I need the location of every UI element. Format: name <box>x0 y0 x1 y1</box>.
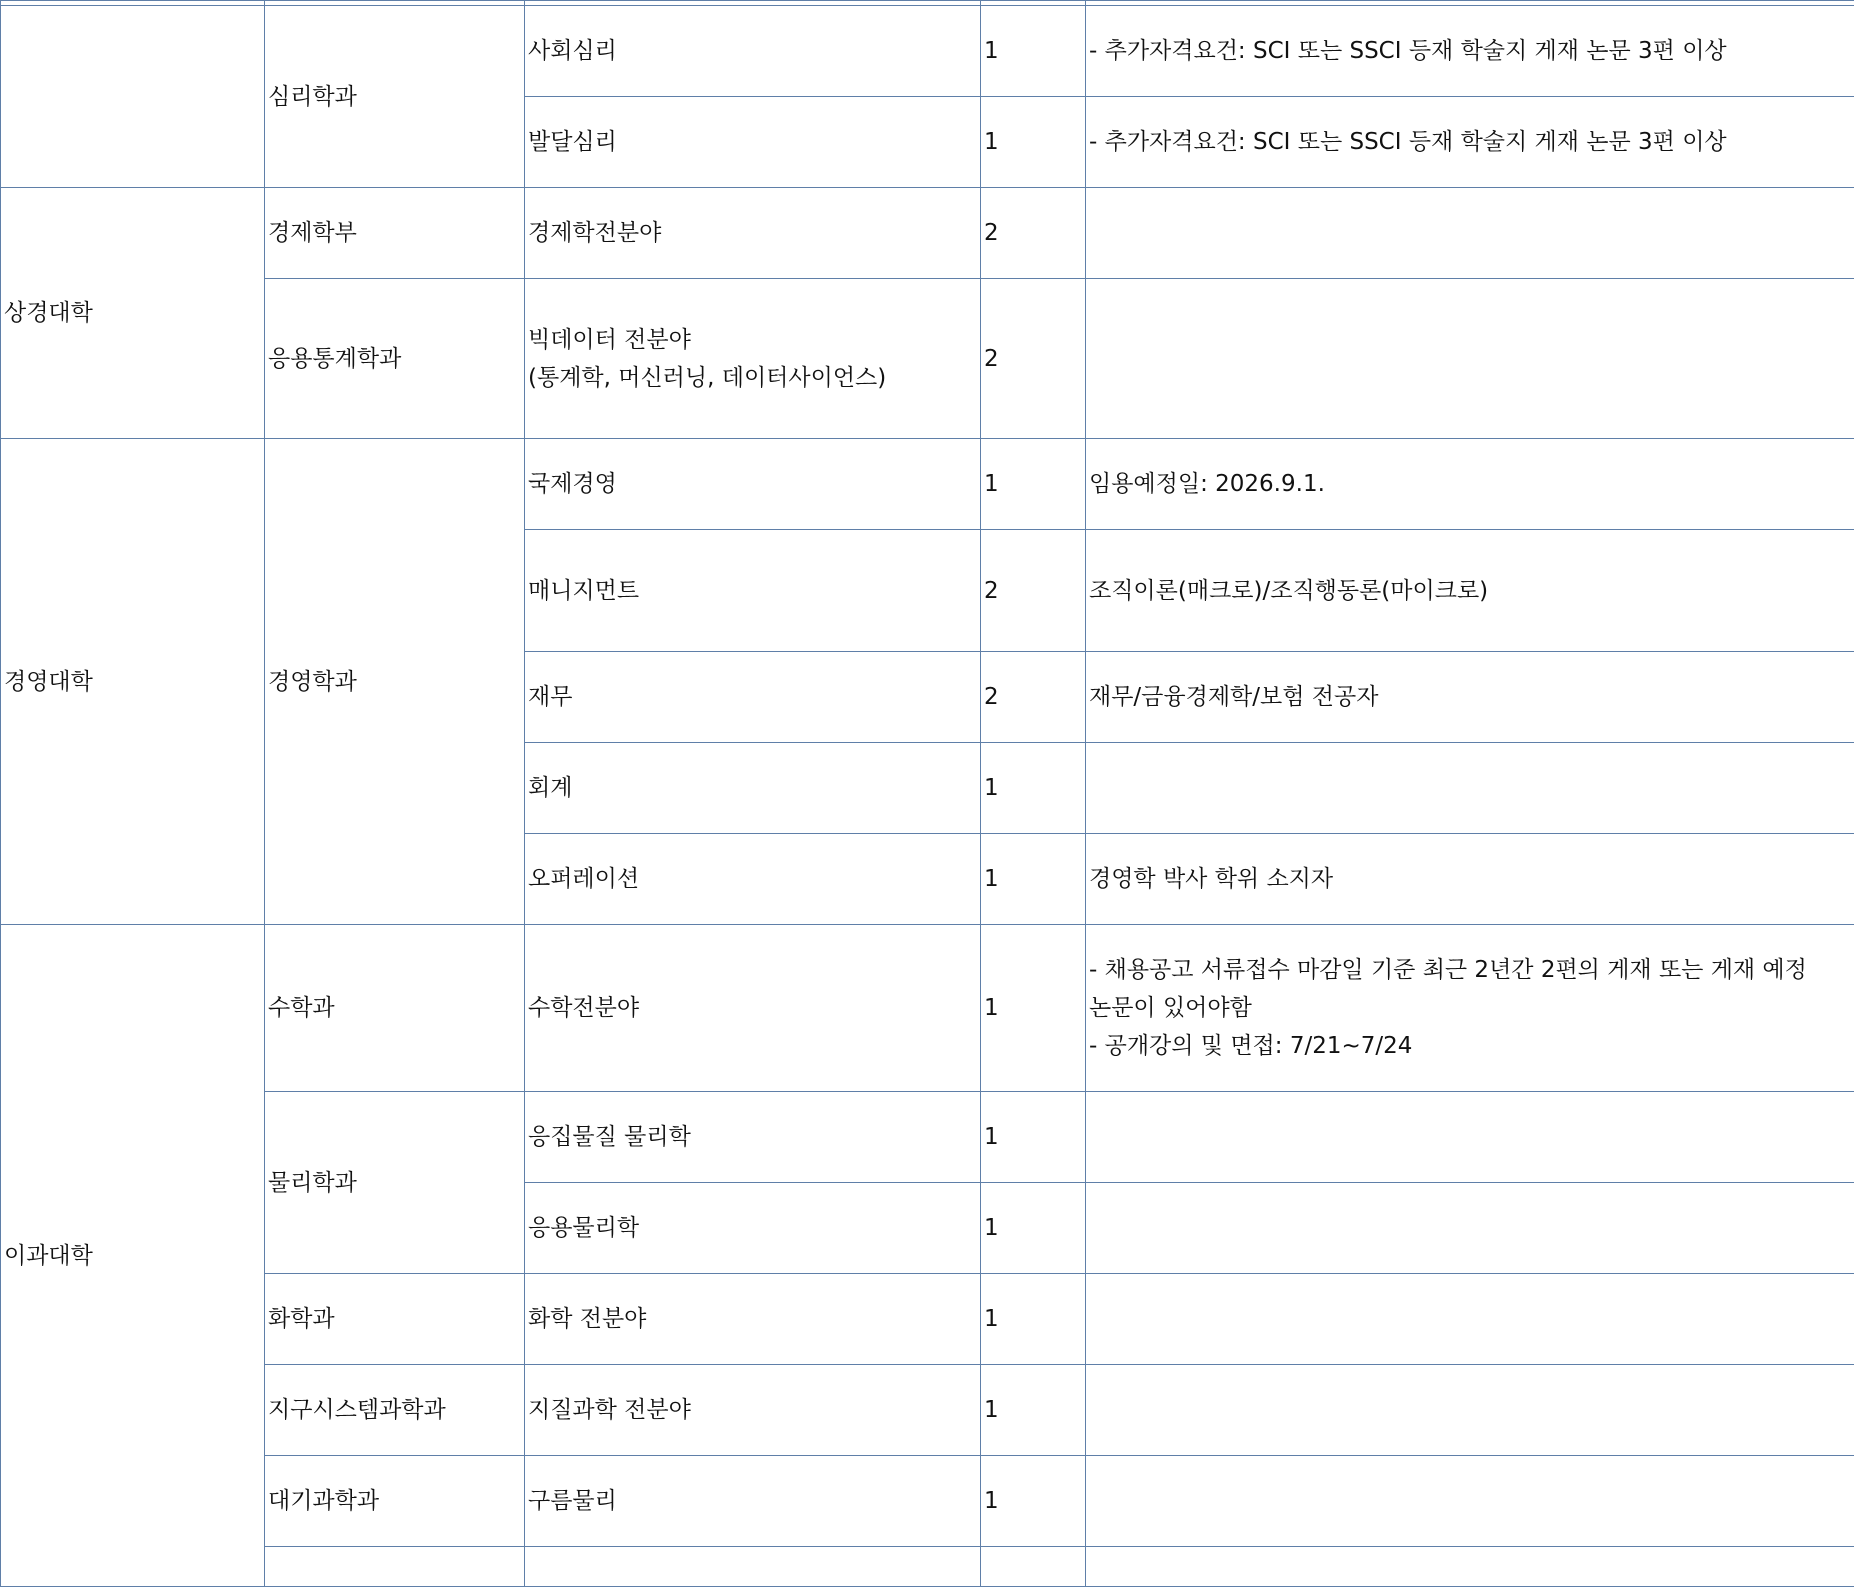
table-row <box>1 1547 1854 1587</box>
department-cell: 물리학과 <box>265 1092 525 1274</box>
note-cell <box>1086 1092 1854 1183</box>
note-cell <box>1086 1274 1854 1365</box>
table-cell <box>981 1547 1086 1587</box>
table-row <box>1 279 1854 439</box>
college-cell-blank <box>1 6 265 188</box>
count-cell: 1 <box>981 834 1086 925</box>
department-cell: 경영학과 <box>265 439 525 925</box>
department-cell: 응용통계학과 <box>265 279 525 439</box>
count-cell: 2 <box>981 530 1086 652</box>
table-cell <box>265 1547 525 1587</box>
count-cell: 2 <box>981 279 1086 439</box>
note-line: 논문이 있어야함 <box>1089 989 1854 1027</box>
field-cell: 발달심리 <box>525 97 981 188</box>
note-cell: - 추가자격요건: SCI 또는 SSCI 등재 학술지 게재 논문 3편 이상 <box>1086 6 1854 97</box>
field-cell: 수학전분야 <box>525 925 981 1092</box>
table-row <box>1 1274 1854 1365</box>
field-cell: 회계 <box>525 743 981 834</box>
table-row <box>1 6 1854 97</box>
table-cell <box>525 1547 981 1587</box>
college-cell: 경영대학 <box>1 439 265 925</box>
note-cell <box>1086 279 1854 439</box>
department-cell: 수학과 <box>265 925 525 1092</box>
count-cell: 1 <box>981 1092 1086 1183</box>
count-cell: 1 <box>981 1456 1086 1547</box>
count-cell: 2 <box>981 652 1086 743</box>
table-row <box>1 1365 1854 1456</box>
table-row <box>1 1092 1854 1183</box>
table-row <box>1 188 1854 279</box>
department-cell: 지구시스템과학과 <box>265 1365 525 1456</box>
field-cell: 재무 <box>525 652 981 743</box>
field-cell: 응집물질 물리학 <box>525 1092 981 1183</box>
note-line: - 채용공고 서류접수 마감일 기준 최근 2년간 2편의 게재 또는 게재 예정 <box>1089 951 1854 989</box>
college-cell: 이과대학 <box>1 925 265 1587</box>
field-cell: 매니지먼트 <box>525 530 981 652</box>
count-cell: 1 <box>981 97 1086 188</box>
note-cell <box>1086 1183 1854 1274</box>
field-cell: 국제경영 <box>525 439 981 530</box>
department-cell: 화학과 <box>265 1274 525 1365</box>
count-cell: 1 <box>981 1365 1086 1456</box>
count-cell: 1 <box>981 925 1086 1092</box>
note-cell <box>1086 925 1854 1092</box>
field-cell: 지질과학 전분야 <box>525 1365 981 1456</box>
table-row <box>1 1456 1854 1547</box>
field-cell: 사회심리 <box>525 6 981 97</box>
note-cell <box>1086 188 1854 279</box>
note-cell <box>1086 1365 1854 1456</box>
field-cell: 구름물리 <box>525 1456 981 1547</box>
note-cell <box>1086 743 1854 834</box>
department-cell: 심리학과 <box>265 6 525 188</box>
table-row <box>1 925 1854 1092</box>
table-row <box>1 439 1854 530</box>
field-cell: 오퍼레이션 <box>525 834 981 925</box>
table-cell <box>1086 1547 1854 1587</box>
note-cell: 조직이론(매크로)/조직행동론(마이크로) <box>1086 530 1854 652</box>
field-cell: 응용물리학 <box>525 1183 981 1274</box>
field-line: (통계학, 머신러닝, 데이터사이언스) <box>528 359 980 397</box>
count-cell: 1 <box>981 439 1086 530</box>
note-cell <box>1086 1456 1854 1547</box>
field-line: 빅데이터 전분야 <box>528 321 980 359</box>
department-cell: 경제학부 <box>265 188 525 279</box>
count-cell: 1 <box>981 1274 1086 1365</box>
department-cell: 대기과학과 <box>265 1456 525 1547</box>
note-cell: 재무/금융경제학/보험 전공자 <box>1086 652 1854 743</box>
count-cell: 1 <box>981 6 1086 97</box>
count-cell: 2 <box>981 188 1086 279</box>
note-cell: 경영학 박사 학위 소지자 <box>1086 834 1854 925</box>
count-cell: 1 <box>981 1183 1086 1274</box>
note-line: - 공개강의 및 면접: 7/21~7/24 <box>1089 1027 1854 1065</box>
field-cell <box>525 279 981 439</box>
count-cell: 1 <box>981 743 1086 834</box>
field-cell: 경제학전분야 <box>525 188 981 279</box>
field-cell: 화학 전분야 <box>525 1274 981 1365</box>
note-cell: - 추가자격요건: SCI 또는 SSCI 등재 학술지 게재 논문 3편 이상 <box>1086 97 1854 188</box>
college-cell: 상경대학 <box>1 188 265 439</box>
note-cell: 임용예정일: 2026.9.1. <box>1086 439 1854 530</box>
